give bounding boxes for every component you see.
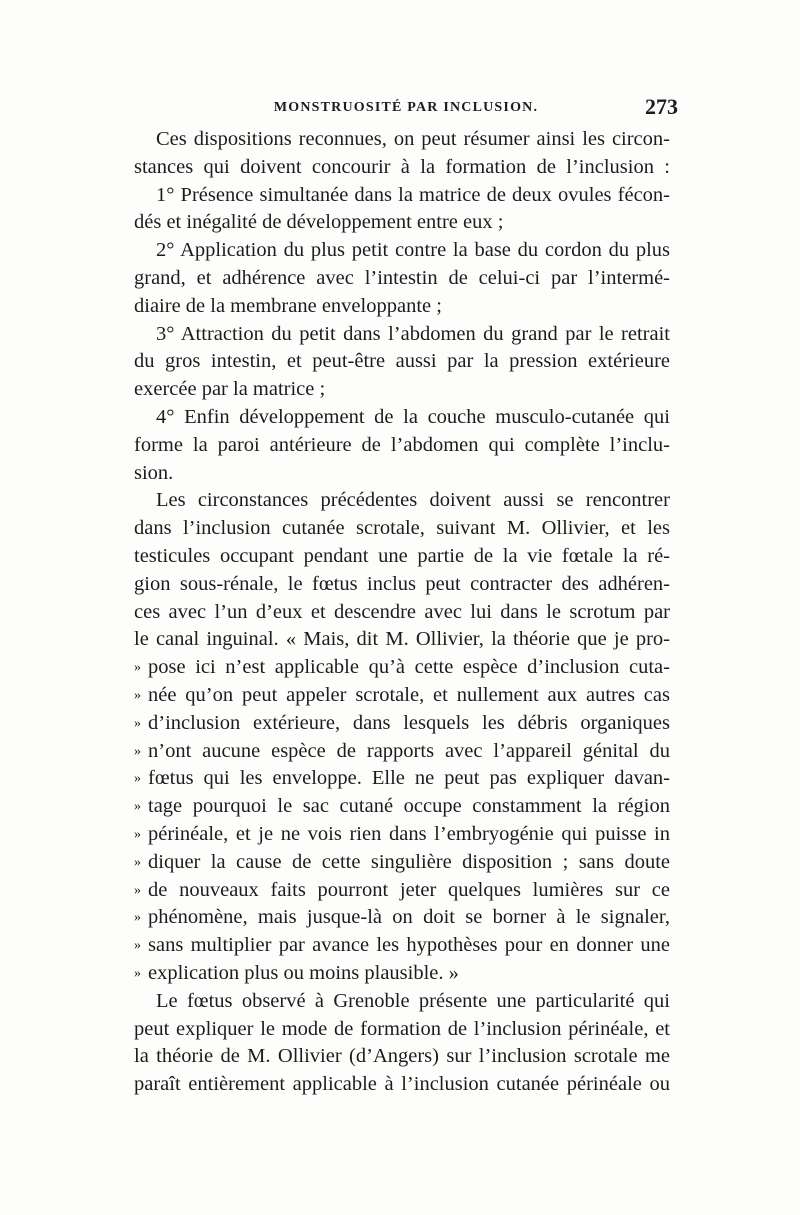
quote-line: » sans multiplier par avance les hypothèses pour en donner une [134, 932, 670, 960]
text-line: exercée par la matrice ; [134, 378, 326, 401]
text-line: ces avec l’un d’eux et descendre avec lui dans le scrotum par [134, 600, 670, 623]
text-line: Les circonstances précédentes doivent aussi se rencontrer [156, 489, 670, 512]
text-line: peut expliquer le mode de formation de l’inclusion périnéale, et [134, 1017, 670, 1040]
text-line: du gros intestin, et peut-être aussi par la pression extérieure [134, 350, 670, 373]
text-line: Ces dispositions reconnues, on peut résumer ainsi les circon- [156, 128, 670, 150]
text-line: paraît entièrement applicable à l’inclusion cutanée périnéale ou [134, 1073, 670, 1096]
text-line: sion. [134, 461, 174, 484]
text-line: 2° Application du plus petit contre la base du cordon du plus [156, 239, 670, 262]
quote-line: » périnéale, et je ne vois rien dans l’embryogénie qui puisse in [134, 821, 670, 849]
quote-line: » phénomène, mais jusque-là on doit se borner à le signaler, [134, 904, 670, 932]
text-line: 3° Attraction du petit dans l’abdomen du grand par le retrait [156, 322, 670, 345]
quote-line: » n’ont aucune espèce de rapports avec l’appareil génital du [134, 738, 670, 766]
text-line: la théorie de M. Ollivier (d’Angers) sur l’inclusion scrotale me [134, 1045, 670, 1068]
quote-line: » fœtus qui les enveloppe. Elle ne peut pas expliquer davan- [134, 765, 670, 793]
quote-line: » diquer la cause de cette singulière disposition ; sans doute [134, 849, 670, 877]
quote-line: » de nouveaux faits pourront jeter quelques lumières sur ce [134, 877, 670, 905]
text-line: grand, et adhérence avec l’intestin de celui-ci par l’intermé- [134, 266, 670, 289]
text-line: diaire de la membrane enveloppante ; [134, 294, 442, 317]
page-number: 273 [645, 94, 678, 119]
text-line: stances qui doivent concourir à la formation de l’inclusion : [134, 155, 670, 178]
running-title: MONSTRUOSITÉ PAR INCLUSION. [273, 100, 539, 115]
quote-line: » tage pourquoi le sac cutané occupe constamment la région [134, 793, 670, 821]
quote-line: » née qu’on peut appeler scrotale, et nullement aux autres cas [134, 682, 670, 710]
text-line: Le fœtus observé à Grenoble présente une particularité qui [156, 989, 670, 1012]
text-line: 4° Enfin développement de la couche musculo-cutanée qui [156, 405, 670, 428]
text-line: dés et inégalité de développement entre eux ; [134, 211, 504, 234]
text-line: le canal inguinal. « Mais, dit M. Ollivier, la théorie que je pro- [134, 628, 670, 651]
text-line: forme la paroi antérieure de l’abdomen qui complète l’inclu- [134, 433, 670, 456]
quote-line: » d’inclusion extérieure, dans lesquels les débris organiques [134, 710, 670, 738]
quote-line: » explication plus ou moins plausible. » [134, 960, 670, 988]
text-line: testicules occupant pendant une partie de la vie fœtale la ré- [134, 544, 670, 567]
body-text [134, 126, 670, 1099]
running-head [134, 94, 678, 120]
text-line: dans l’inclusion cutanée scrotale, suivant M. Ollivier, et les [134, 517, 670, 540]
text-line: 1° Présence simultanée dans la matrice de deux ovules fécon- [156, 183, 670, 206]
quote-line: » pose ici n’est applicable qu’à cette espèce d’inclusion cuta- [134, 654, 670, 682]
text-line: gion sous-rénale, le fœtus inclus peut contracter des adhéren- [134, 572, 670, 595]
